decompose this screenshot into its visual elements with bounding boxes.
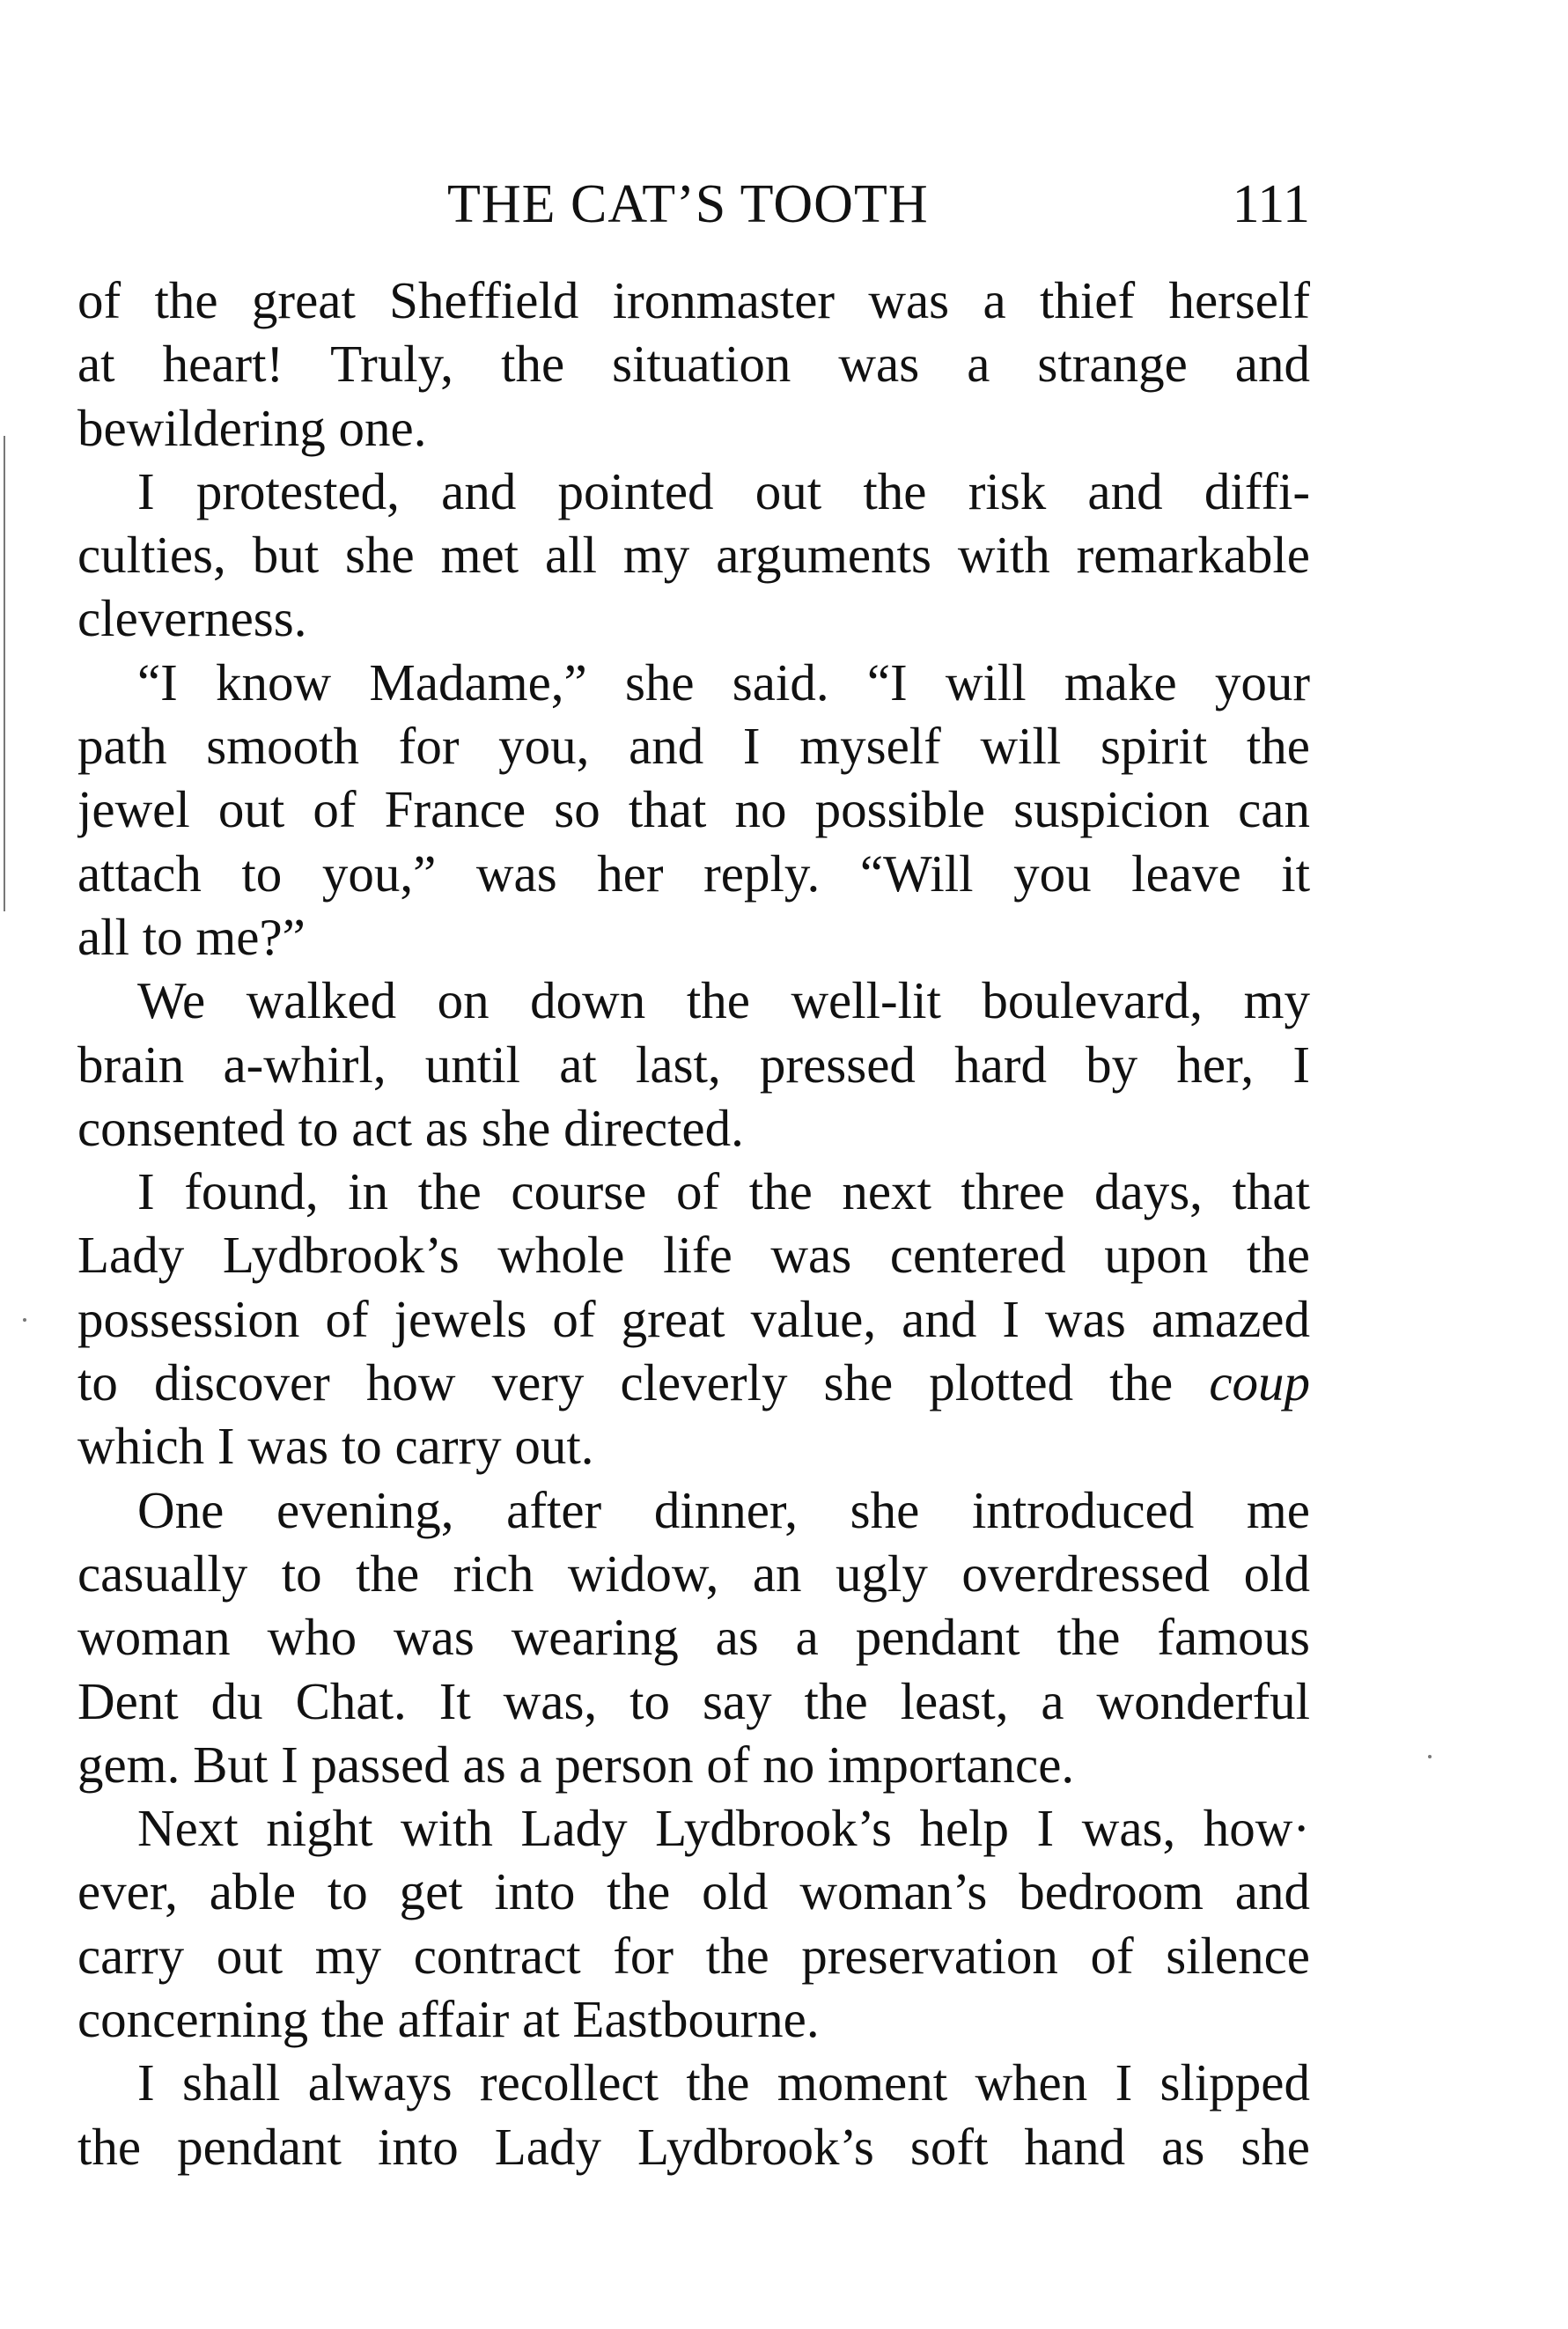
italic-word: coup [1209, 1353, 1310, 1412]
text-line [77, 1223, 1310, 1286]
text-line-content: brain a-whirl, until at last, pressed hard by her, I [77, 1035, 1310, 1094]
text-line-content: bewildering one. [77, 398, 427, 457]
text-line-content: concerning the affair at Eastbourne. [77, 1990, 820, 2049]
text-line [77, 523, 1310, 586]
text-line-content: ever, able to get into the old woman’s bedroom and [77, 1862, 1310, 1921]
text-line [77, 2051, 1310, 2114]
text-line [77, 1414, 1310, 1478]
text-line [77, 586, 1310, 650]
text-line [77, 1605, 1310, 1669]
text-line [77, 1160, 1310, 1223]
running-title: THE CAT’S TOOTH [447, 174, 929, 234]
body-text [77, 269, 1310, 2178]
text-line-content: woman who was wearing as a pendant the famous [77, 1608, 1310, 1667]
text-line [77, 651, 1310, 714]
text-line [77, 2115, 1310, 2178]
scan-speck [1428, 1755, 1432, 1758]
scan-speck [23, 1318, 26, 1322]
text-line-content: I shall always recollect the moment when I slipped [137, 2053, 1310, 2112]
text-line-content: cleverness. [77, 589, 307, 648]
text-line [77, 905, 1310, 969]
text-line-content: I found, in the course of the next three days, that [137, 1162, 1310, 1221]
text-line [77, 969, 1310, 1032]
text-line [77, 1987, 1310, 2051]
text-line-content: to discover how very cleverly she plotted the [77, 1353, 1174, 1412]
text-line [77, 1796, 1310, 1860]
text-line-content: jewel out of France so that no possible suspicion can [77, 780, 1310, 839]
text-line-content: attach to you,” was her reply. “Will you leave it [77, 844, 1310, 903]
text-line-content: We walked on down the well-lit boulevard, my [137, 971, 1310, 1030]
text-line [77, 1860, 1310, 1923]
text-line-content: culties, but she met all my arguments with remarkable [77, 526, 1310, 585]
text-line-content: consented to act as she directed. [77, 1098, 744, 1157]
running-header [77, 169, 1310, 240]
text-line [77, 332, 1310, 395]
text-line [77, 1924, 1310, 1987]
text-line [77, 1351, 1310, 1414]
text-line-content: I protested, and pointed out the risk and diffi- [137, 461, 1310, 520]
text-line [77, 269, 1310, 332]
text-line-content: gem. But I passed as a person of no importance. [77, 1735, 1075, 1794]
text-line-content: path smooth for you, and I myself will spirit the [77, 717, 1310, 776]
text-line [77, 1669, 1310, 1733]
text-line [77, 396, 1310, 460]
text-line [77, 1033, 1310, 1096]
text-line [77, 1096, 1310, 1160]
gutter-mark [4, 436, 5, 911]
text-line-content: of the great Sheffield ironmaster was a thief herself [77, 271, 1310, 329]
text-line-content: Next night with Lady Lydbrook’s help I was, how· [137, 1799, 1310, 1858]
text-line-content: possession of jewels of great value, and I was amazed [77, 1289, 1310, 1348]
text-line-content: which I was to carry out. [77, 1417, 594, 1476]
text-line [77, 714, 1310, 778]
text-line-content: the pendant into Lady Lydbrook’s soft hand as she [77, 2117, 1310, 2176]
text-line [77, 1478, 1310, 1542]
text-line-content: casually to the rich widow, an ugly overdressed old [77, 1544, 1310, 1603]
text-line [77, 460, 1310, 523]
text-line-content: all to me?” [77, 907, 306, 966]
page-number: 111 [1232, 174, 1310, 234]
text-line [77, 1287, 1310, 1351]
text-line-content: “I know Madame,” she said. “I will make your [137, 652, 1310, 711]
text-line [77, 842, 1310, 905]
text-line-content: Lady Lydbrook’s whole life was centered upon the [77, 1226, 1310, 1285]
text-line-content: One evening, after dinner, she introduced me [137, 1480, 1310, 1539]
text-line-content: carry out my contract for the preservation of silence [77, 1926, 1310, 1985]
text-line [77, 778, 1310, 841]
text-line-content: Dent du Chat. It was, to say the least, a wonderful [77, 1671, 1310, 1730]
text-line-content: at heart! Truly, the situation was a strange and [77, 335, 1310, 394]
text-line [77, 1733, 1310, 1796]
text-line [77, 1542, 1310, 1605]
